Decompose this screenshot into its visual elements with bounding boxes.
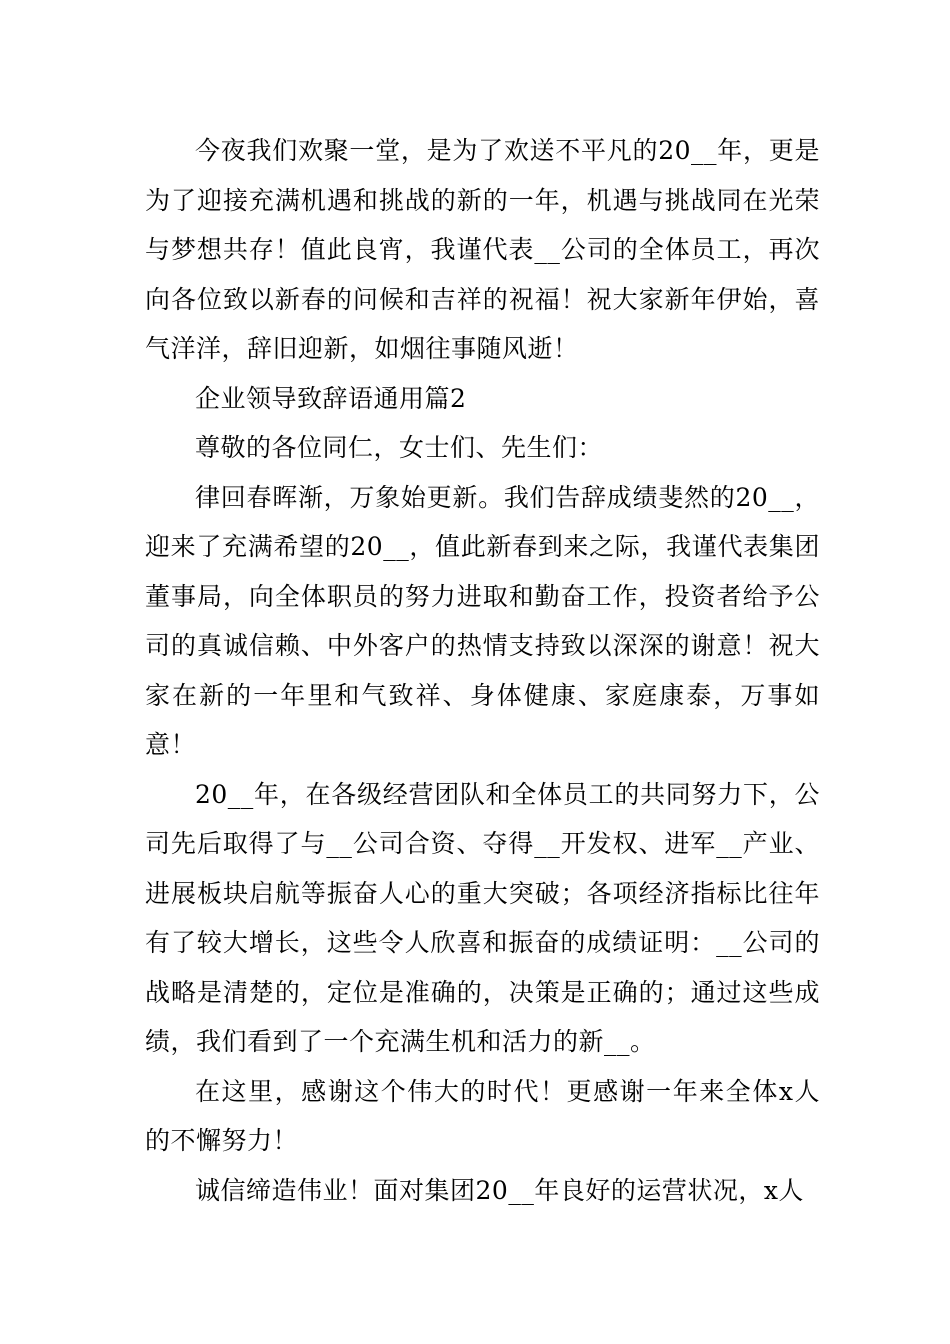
- document-body: [145, 126, 820, 1215]
- paragraph-3: 20__年，在各级经营团队和全体员工的共同努力下，公司先后取得了与__公司合资、夺得__开发权、进军__产业、进展板块启航等振奋人心的重大突破；各项经济指标比往年有了较大增长，这些令人欣喜和振奋的成绩证明：__公司的战略是清楚的，定位是准确的，决策是正确的；通过这些成绩，我们看到了一个充满生机和活力的新__。: [145, 779, 820, 1056]
- paragraph-1: 今夜我们欢聚一堂，是为了欢送不平凡的20__年，更是为了迎接充满机遇和挑战的新的一年，机遇与挑战同在光荣与梦想共存！值此良宵，我谨代表__公司的全体员工，再次向各位致以新春的问候和吉祥的祝福！祝大家新年伊始，喜气洋洋，辞旧迎新，如烟往事随风逝！: [145, 136, 820, 363]
- paragraph-2: 律回春晖渐，万象始更新。我们告辞成绩斐然的20__，迎来了充满希望的20__，值此新春到来之际，我谨代表集团董事局，向全体职员的努力进取和勤奋工作，投资者给予公司的真诚信赖、中外客户的热情支持致以深深的谢意！祝大家在新的一年里和气致祥、身体健康、家庭康泰，万事如意！: [145, 482, 820, 759]
- section-heading: 企业领导致辞语通用篇2: [195, 383, 467, 413]
- salutation: 尊敬的各位同仁，女士们、先生们：: [195, 433, 604, 462]
- paragraph-4: 在这里，感谢这个伟大的时代！更感谢一年来全体x人的不懈努力！: [145, 1076, 820, 1155]
- paragraph-5: 诚信缔造伟业！面对集团20__年良好的运营状况，x人: [195, 1175, 804, 1205]
